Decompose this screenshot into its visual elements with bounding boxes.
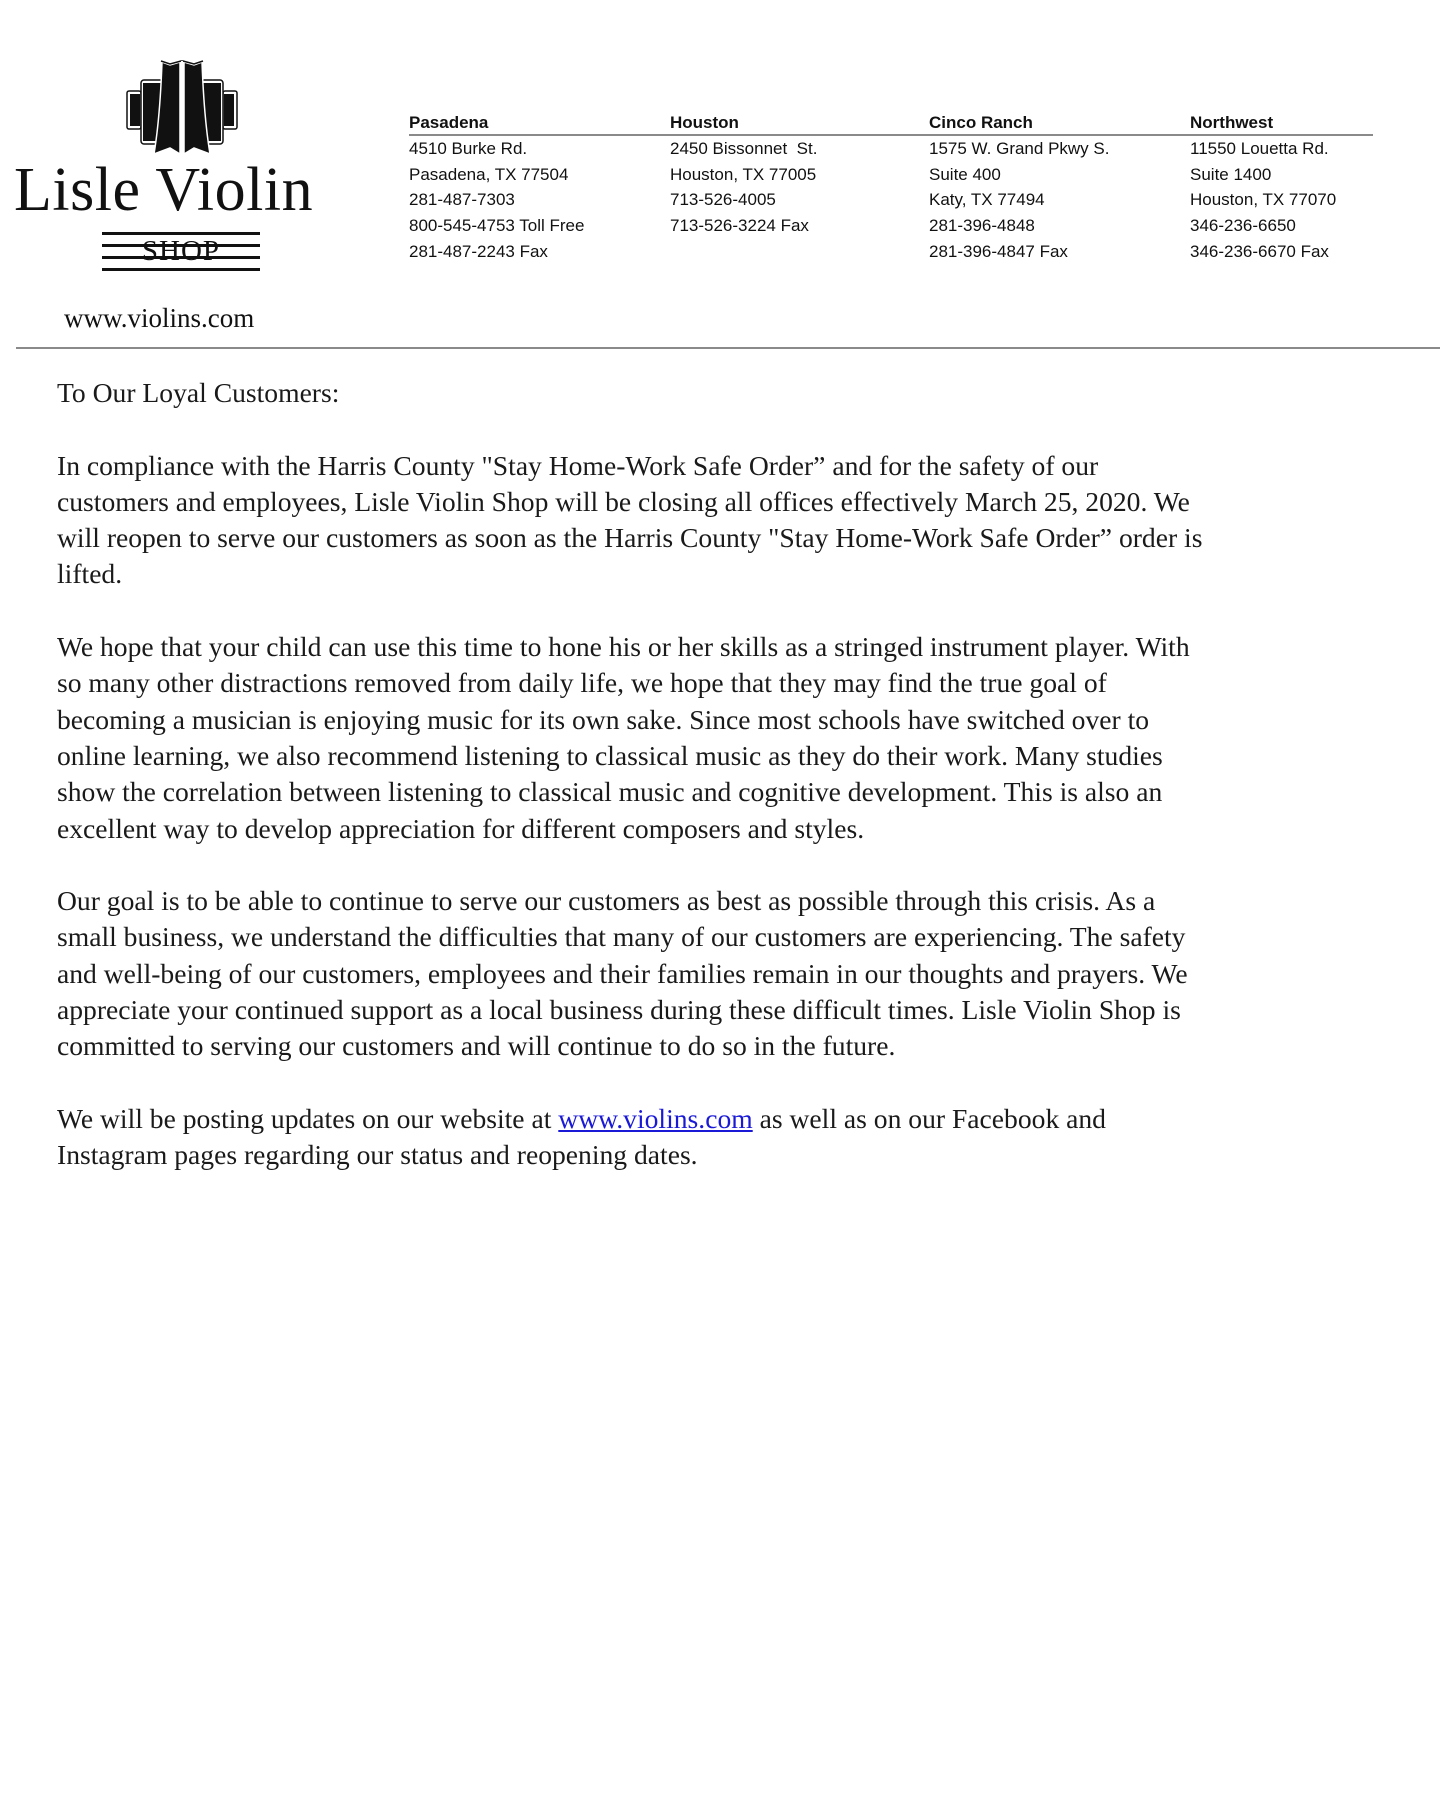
location-northwest — [1190, 110, 1373, 260]
paragraph-line: and well-being of our customers, employees and their families remain in our thoughts and prayers. We — [57, 957, 1188, 989]
location-fax: 281-487-2243 Fax — [409, 241, 548, 260]
location-phone: 346-236-6650 — [1190, 216, 1296, 236]
location-houston — [670, 110, 930, 239]
paragraph-commitment — [57, 883, 1397, 1064]
location-tollfree: 800-545-4753 Toll Free — [409, 216, 585, 236]
paragraph-updates — [57, 1101, 1397, 1174]
location-name: Houston — [670, 113, 739, 132]
paragraph-line: appreciate your continued support as a local business during these difficult times. Lisle Violin Shop is — [57, 994, 1181, 1026]
website-link[interactable]: www.violins.com — [558, 1102, 753, 1134]
paragraph-line: becoming a musician is enjoying music for its own sake. Since most schools have switched over to — [57, 703, 1150, 735]
location-suite: Suite 400 — [929, 164, 1001, 184]
logo-title: Lisle Violin — [14, 156, 314, 224]
location-city: Houston, TX 77005 — [670, 164, 817, 184]
location-name: Northwest — [1190, 113, 1274, 132]
paragraph-closure-notice — [57, 448, 1397, 593]
location-city: Katy, TX 77494 — [929, 190, 1045, 210]
location-pasadena — [409, 110, 669, 260]
paragraph-line — [57, 1101, 1397, 1137]
location-fax: 713-526-3224 Fax — [670, 216, 809, 236]
location-phone: 281-396-4848 — [929, 216, 1035, 236]
paragraph-line: Instagram pages regarding our status and reopening dates. — [57, 1139, 698, 1171]
location-phone: 281-487-7303 — [409, 190, 515, 210]
paragraph-line: lifted. — [57, 558, 123, 590]
location-address: 4510 Burke Rd. — [409, 139, 528, 158]
updates-text-after-link: as well as on our Facebook and — [752, 1102, 1106, 1134]
paragraph-line: online learning, we also recommend listening to classical music as they do their work. Many studies — [57, 739, 1163, 771]
location-fax: 281-396-4847 Fax — [929, 241, 1068, 260]
location-suite: Suite 1400 — [1190, 164, 1272, 184]
logo-shop-mark — [102, 230, 260, 274]
paragraph-line: Our goal is to be able to continue to serve our customers as best as possible through this crisis. As a — [57, 885, 1156, 917]
location-phone: 713-526-4005 — [670, 190, 776, 210]
header-divider — [16, 347, 1440, 349]
logo-website: www.violins.com — [64, 303, 255, 333]
location-city: Pasadena, TX 77504 — [409, 164, 569, 184]
paragraph-practice-encouragement — [57, 629, 1397, 847]
location-name: Pasadena — [409, 113, 489, 132]
location-city: Houston, TX 77070 — [1190, 190, 1337, 210]
locations-header — [409, 110, 1373, 260]
location-name: Cinco Ranch — [929, 113, 1033, 132]
location-fax: 346-236-6670 Fax — [1190, 241, 1329, 260]
salutation: To Our Loyal Customers: — [57, 377, 340, 408]
paragraph-line: will reopen to serve our customers as soon as the Harris County "Stay Home-Work Safe Order” order is — [57, 522, 1203, 554]
letter-body — [57, 375, 1397, 1174]
staff-line — [102, 268, 260, 271]
paragraph-line: In compliance with the Harris County "Stay Home-Work Safe Order” and for the safety of our — [57, 449, 1099, 481]
updates-text-before-link: We will be posting updates on our website at — [57, 1102, 559, 1134]
paragraph-line: committed to serving our customers and will continue to do so in the future. — [57, 1030, 896, 1062]
location-address: 11550 Louetta Rd. — [1190, 139, 1329, 158]
logo-subtitle: SHOP — [141, 235, 221, 267]
location-address: 2450 Bissonnet St. — [670, 139, 818, 158]
violin-scroll-logo-icon — [124, 58, 240, 158]
paragraph-line: small business, we understand the difficulties that many of our customers are experiencing. The safety — [57, 921, 1186, 953]
location-cinco-ranch — [929, 110, 1189, 260]
paragraph-line: We hope that your child can use this time to hone his or her skills as a stringed instrument player. With — [57, 631, 1190, 663]
paragraph-line: customers and employees, Lisle Violin Shop will be closing all offices effectively March 25, 2020. We — [57, 485, 1190, 517]
paragraph-line: so many other distractions removed from daily life, we hope that they may find the true goal of — [57, 667, 1107, 699]
paragraph-line: show the correlation between listening to classical music and cognitive development. This is also an — [57, 776, 1163, 808]
location-address: 1575 W. Grand Pkwy S. — [929, 139, 1110, 158]
paragraph-line: excellent way to develop appreciation for different composers and styles. — [57, 812, 865, 844]
